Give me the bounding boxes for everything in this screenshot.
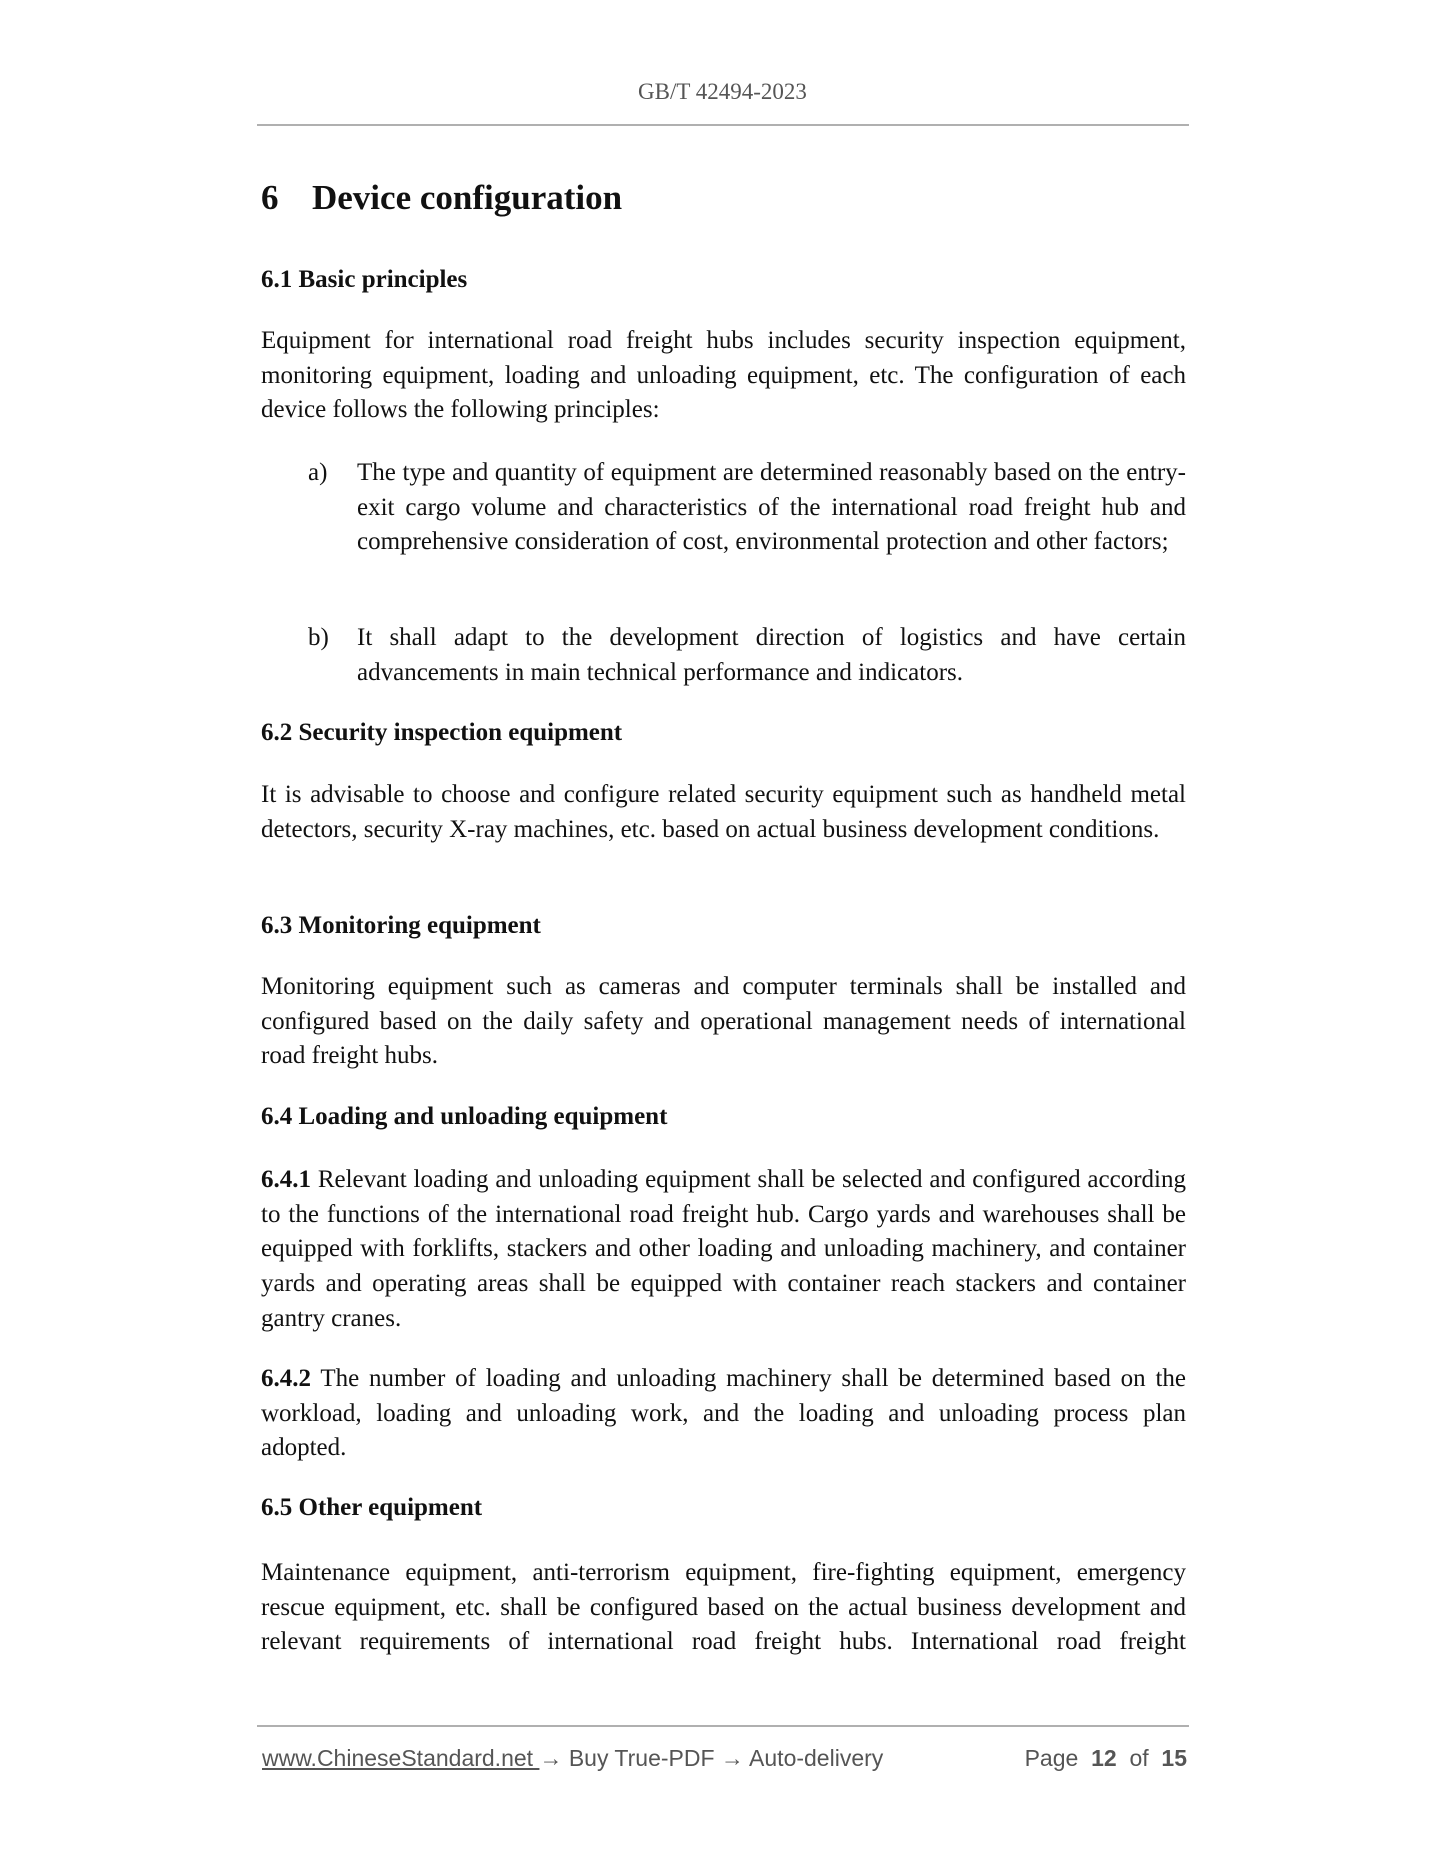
subsection-heading-6-4: 6.4 Loading and unloading equipment [261,1103,668,1130]
total-pages: 15 [1161,1745,1187,1771]
paragraph-6-2: It is advisable to choose and configure related security equipment such as handheld metal detectors, security X-ray machines, etc. based on actual business development conditions. [261,781,1186,843]
list-marker: b) [308,624,329,651]
subsection-heading-6-2: 6.2 Security inspection equipment [261,719,623,746]
clause-text: The number of loading and unloading machinery shall be determined based on the workload, loading and unloading work, and the loading and unloading process plan adopted. [261,1365,1186,1462]
list-text: It shall adapt to the development direction of logistics and have certain advancements in main technical performance and indicators. [357,624,1186,686]
paragraph-6-1: Equipment for international road freight hubs includes security inspection equipment, monitoring equipment, loading and unloading equipment, etc. The configuration of each device follows the following principles: [261,327,1186,424]
document-header-id: GB/T 42494-2023 [638,79,807,104]
list-item-b [308,621,1186,690]
paragraph-6-5: Maintenance equipment, anti-terrorism equipment, fire-fighting equipment, emergency rescue equipment, etc. shall be configured based on the actual business development and relevant requirements of international road freight hubs. International road freight [261,1559,1186,1656]
page-footer [262,1745,1187,1772]
subsection-heading-6-1: 6.1 Basic principles [261,266,468,293]
page-indicator [1025,1745,1187,1772]
clause-number: 6.4.1 [261,1166,311,1193]
of-label: of [1129,1745,1149,1771]
page-number: 12 [1091,1745,1117,1771]
list-item-a [308,456,1186,560]
header-divider [257,124,1189,126]
subsection-heading-6-3: 6.3 Monitoring equipment [261,912,541,939]
clause-text: Relevant loading and unloading equipment shall be selected and configured according to the functions of the international road freight hub. Cargo yards and warehouses shall be equipped with forklifts, stackers and other loading and unloading machinery, and container yards and operating areas shall be equipped with container reach stackers and container gantry cranes. [261,1166,1186,1332]
footer-divider [257,1725,1189,1727]
subsection-heading-6-5: 6.5 Other equipment [261,1494,483,1521]
list-text: The type and quantity of equipment are determined reasonably based on the entry-exit cargo volume and characteristics of the international road freight hub and comprehensive consideration of cost, environmental protection and other factors; [357,459,1186,556]
page-label: Page [1024,1745,1079,1771]
promo-text: → Buy True-PDF → Auto-delivery [539,1745,884,1771]
section-title: Device configuration [312,178,623,217]
section-number: 6 [261,178,279,217]
list-marker: a) [308,459,328,486]
clause-number: 6.4.2 [261,1365,311,1392]
clause-6-4-2 [261,1362,1186,1466]
clause-6-4-1 [261,1163,1186,1337]
website-link[interactable]: www.ChineseStandard.net [262,1745,540,1771]
section-heading [261,178,622,218]
paragraph-6-3: Monitoring equipment such as cameras and computer terminals shall be installed and configured based on the daily safety and operational management needs of international road freight hubs. [261,973,1186,1070]
